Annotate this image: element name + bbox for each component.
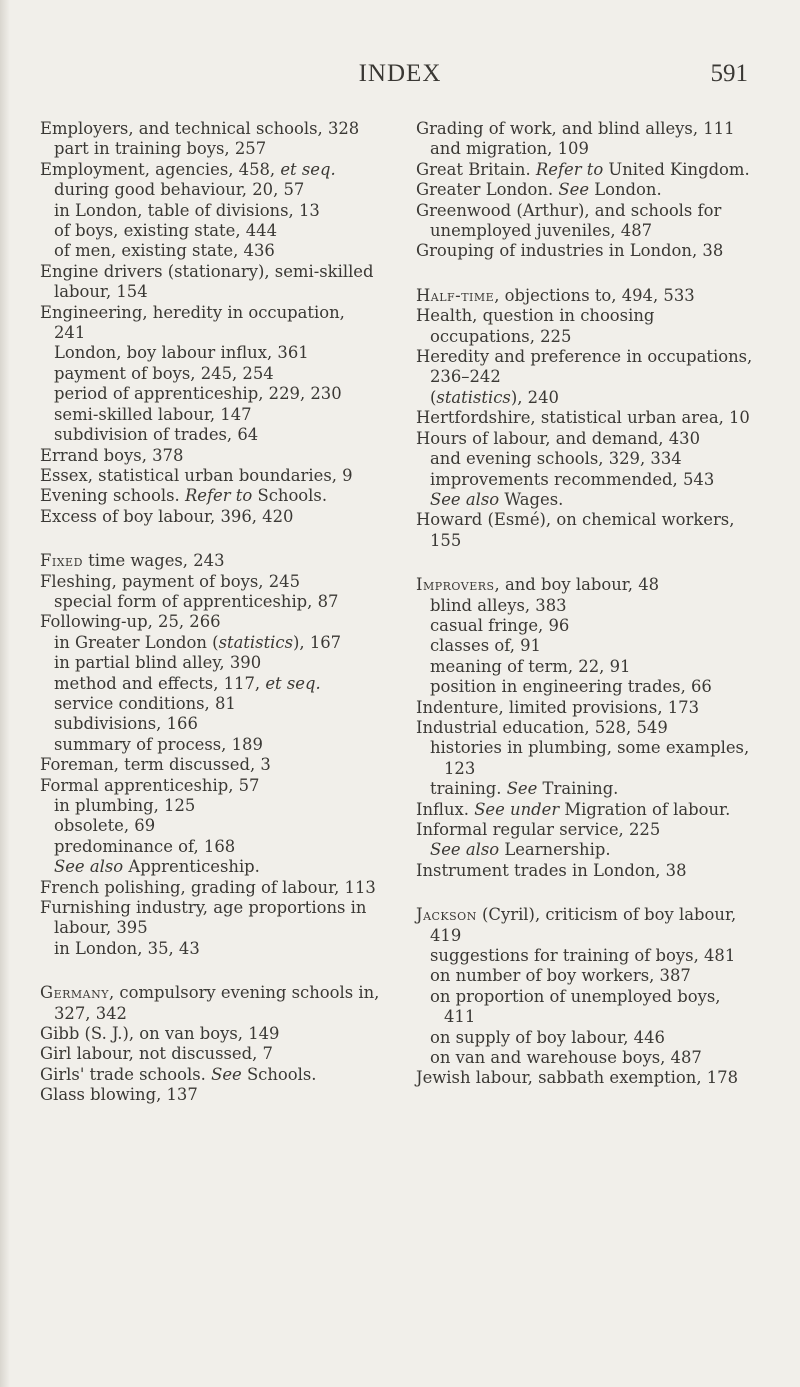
index-subentry [416, 449, 756, 469]
index-entry [40, 755, 380, 775]
index-subentry [40, 694, 380, 714]
index-text: See under [474, 799, 560, 819]
index-text: Excess of boy labour, 396, 420 [40, 506, 294, 526]
index-subentry [40, 425, 380, 445]
page-number: 591 [710, 60, 748, 87]
index-text: London. [589, 180, 662, 200]
index-text: Refer to [184, 486, 253, 506]
index-text: Learnership. [499, 840, 611, 860]
index-text: Heredity and preference in occupations, 236–242 [416, 347, 753, 387]
index-entry [416, 119, 756, 139]
index-text: time wages, 243 [82, 551, 225, 571]
index-text: on number of boy workers, 387 [430, 966, 691, 986]
index-text: See also [430, 840, 500, 860]
index-text: Fleshing, payment of boys, 245 [40, 571, 300, 591]
index-text: Indenture, limited provisions, 173 [416, 697, 700, 717]
index-text: on proportion of unemployed boys, 411 [430, 986, 721, 1027]
index-entry [40, 612, 380, 632]
index-text: obsolete, 69 [54, 816, 156, 836]
index-text: statistics [436, 387, 511, 407]
index-entry [40, 1024, 380, 1044]
index-subentry [416, 596, 756, 616]
index-text: predominance of, 168 [54, 836, 236, 856]
index-entry [40, 1044, 380, 1064]
index-subentry [40, 837, 380, 857]
index-text: Grouping of industries in London, 38 [416, 241, 724, 261]
index-text: classes of, 91 [430, 636, 541, 656]
index-text: statistics [218, 632, 294, 652]
index-entry [40, 878, 380, 898]
index-subentry [40, 735, 380, 755]
index-text: method and effects, 117, [54, 673, 266, 693]
index-entry [416, 347, 756, 388]
index-subentry [40, 180, 380, 200]
index-subentry [40, 241, 380, 261]
index-text: payment of boys, 245, 254 [54, 363, 274, 383]
index-entry [40, 303, 380, 344]
index-text: Grading of work, and blind alleys, 111 [416, 119, 735, 138]
index-subentry [40, 364, 380, 384]
index-text: Hours of labour, and demand, 430 [416, 428, 700, 448]
index-text: See [211, 1064, 242, 1084]
index-subentry [40, 674, 380, 694]
index-text: Formal apprenticeship, 57 [40, 775, 260, 795]
index-text: Apprenticeship. [123, 857, 260, 877]
index-text: (Cyril), criticism of boy labour, 419 [430, 905, 737, 945]
index-text: in plumbing, 125 [54, 796, 196, 815]
index-text: Training. [537, 779, 619, 799]
index-text: casual fringe, 96 [430, 615, 570, 635]
index-text: Improvers [416, 575, 495, 595]
index-text: and migration, 109 [430, 139, 589, 159]
index-subentry [416, 946, 756, 966]
index-entry [40, 572, 380, 592]
index-subentry [416, 966, 756, 986]
index-text: training. [430, 779, 507, 799]
index-entry [416, 1068, 756, 1088]
index-subentry [416, 616, 756, 636]
index-text: See also [430, 489, 500, 509]
index-text: subdivisions, 166 [54, 714, 198, 734]
index-entry [40, 446, 380, 466]
page-binding-edge [0, 0, 10, 1387]
index-text: Errand boys, 378 [40, 445, 184, 465]
index-subentry [416, 388, 756, 408]
index-text: of men, existing state, 436 [54, 241, 275, 261]
index-text: Fixed [40, 551, 83, 571]
index-subentry [416, 657, 756, 677]
index-text: , compulsory evening schools in, 327, 342 [54, 983, 380, 1023]
page-title: INDEX [358, 60, 442, 87]
index-text: Schools. [241, 1064, 317, 1084]
index-entry [416, 510, 756, 551]
index-text: Evening schools. [40, 486, 185, 506]
index-text: during good behaviour, 20, 57 [54, 180, 305, 200]
index-subentry [40, 816, 380, 836]
index-text: Foreman, term discussed, 3 [40, 755, 271, 775]
index-text: Half-time [416, 285, 495, 305]
index-text: period of apprenticeship, 229, 230 [54, 384, 342, 404]
index-text: See [506, 779, 538, 799]
index-text: Greenwood (Arthur), and schools for unemployed juveniles, 487 [416, 200, 722, 241]
index-text: Howard (Esmé), on chemical workers, 155 [416, 510, 735, 550]
index-column-right [416, 119, 756, 1089]
index-text: summary of process, 189 [54, 734, 263, 754]
index-subentry [416, 490, 756, 510]
index-subentry [416, 677, 756, 697]
index-subentry [40, 405, 380, 425]
index-text: Employers, and technical schools, 328 [40, 119, 360, 138]
index-entry [40, 262, 380, 303]
index-text: part in training boys, 257 [54, 139, 267, 159]
index-entry [416, 160, 756, 180]
index-subentry [416, 779, 756, 799]
index-text: Following-up, 25, 266 [40, 612, 221, 632]
index-text: Girls' trade schools. [40, 1064, 212, 1084]
index-text: on van and warehouse boys, 487 [430, 1048, 702, 1068]
index-subentry [416, 987, 756, 1028]
index-subentry [416, 840, 756, 860]
index-text: Migration of labour. [559, 799, 731, 819]
index-text: Engineering, heredity in occupation, 241 [40, 302, 345, 343]
index-entry [416, 718, 756, 738]
index-text: improvements recommended, 543 [430, 469, 715, 489]
index-entry [416, 698, 756, 718]
index-text: histories in plumbing, some examples, 123 [430, 738, 750, 778]
index-subentry [40, 857, 380, 877]
index-subentry [416, 1048, 756, 1068]
index-subentry [416, 470, 756, 490]
index-entry [416, 861, 756, 881]
index-entry [416, 820, 756, 840]
index-text: suggestions for training of boys, 481 [430, 946, 736, 966]
index-text: Furnishing industry, age proportions in labour, 395 [40, 898, 367, 938]
index-text: Great Britain. [416, 159, 536, 179]
index-entry [416, 429, 756, 449]
index-subentry [416, 139, 756, 159]
index-subentry [40, 592, 380, 612]
index-entry [416, 575, 756, 595]
index-text: ), 167 [293, 632, 342, 652]
index-entry [416, 408, 756, 428]
index-text: ( [430, 387, 437, 407]
index-text: Gibb (S. J.), on van boys, 149 [40, 1024, 280, 1044]
index-text: meaning of term, 22, 91 [430, 656, 631, 676]
index-text: on supply of boy labour, 446 [430, 1027, 665, 1047]
index-entry [416, 306, 756, 347]
index-entry [40, 119, 380, 139]
index-text: See [558, 180, 590, 200]
index-subentry [40, 384, 380, 404]
index-text: Wages. [499, 489, 564, 509]
index-text: blind alleys, 383 [430, 595, 567, 615]
index-text: See also [54, 857, 124, 877]
index-column-left [40, 119, 380, 1106]
index-text: Jackson [416, 905, 477, 925]
index-text: et seq. [265, 673, 321, 693]
index-text: Instrument trades in London, 38 [416, 860, 687, 880]
index-entry [40, 1065, 380, 1085]
index-text: Hertfordshire, statistical urban area, 10 [416, 408, 750, 428]
index-entry [416, 905, 756, 946]
index-entry [416, 800, 756, 820]
index-text: special form of apprenticeship, 87 [54, 591, 339, 611]
index-entry [416, 201, 756, 242]
index-entry [40, 1085, 380, 1105]
index-text: Schools. [252, 486, 328, 506]
index-subentry [40, 221, 380, 241]
index-text: United Kingdom. [603, 159, 750, 179]
index-subentry [40, 714, 380, 734]
index-subentry [40, 201, 380, 221]
index-text: and evening schools, 329, 334 [430, 449, 682, 469]
index-entry [416, 180, 756, 200]
index-text: position in engineering trades, 66 [430, 677, 712, 697]
index-text: Engine drivers (stationary), semi-skilled labour, 154 [40, 261, 374, 302]
index-entry [40, 466, 380, 486]
index-subentry [40, 653, 380, 673]
index-text: service conditions, 81 [54, 693, 236, 713]
index-entry [40, 486, 380, 506]
index-text: London, boy labour influx, 361 [54, 343, 309, 363]
index-entry [40, 898, 380, 939]
index-text: , and boy labour, 48 [494, 575, 660, 595]
index-subentry [416, 1028, 756, 1048]
index-entry [40, 551, 380, 571]
index-text: Germany [40, 983, 109, 1003]
index-text: in London, table of divisions, 13 [54, 200, 320, 220]
index-text: Influx. [416, 799, 475, 819]
index-entry [416, 286, 756, 306]
index-text: Refer to [535, 159, 604, 179]
index-text: in London, 35, 43 [54, 938, 200, 958]
index-text: ), 240 [510, 387, 559, 407]
index-text: , objections to, 494, 533 [494, 285, 695, 305]
index-subentry [40, 939, 380, 959]
index-text: French polishing, grading of labour, 113 [40, 877, 376, 897]
index-text: Informal regular service, 225 [416, 820, 661, 839]
index-text: of boys, existing state, 444 [54, 221, 278, 241]
index-text: Health, question in choosing occupations, 225 [416, 306, 655, 346]
index-text: semi-skilled labour, 147 [54, 404, 252, 424]
index-text: Greater London. [416, 180, 559, 200]
index-entry [40, 776, 380, 796]
index-text: Essex, statistical urban boundaries, 9 [40, 465, 353, 485]
index-entry [40, 507, 380, 527]
running-head [30, 60, 770, 100]
index-subentry [40, 343, 380, 363]
index-subentry [40, 796, 380, 816]
index-text: Glass blowing, 137 [40, 1085, 198, 1105]
index-text: Industrial education, 528, 549 [416, 717, 668, 737]
index-subentry [416, 738, 756, 779]
index-subentry [416, 636, 756, 656]
index-text: in partial blind alley, 390 [54, 653, 262, 673]
index-entry [40, 983, 380, 1024]
index-text: et seq. [280, 159, 336, 179]
index-text: in Greater London ( [54, 632, 219, 652]
index-entry [40, 160, 380, 180]
index-subentry [40, 139, 380, 159]
index-text: Girl labour, not discussed, 7 [40, 1044, 273, 1064]
index-text: subdivision of trades, 64 [54, 425, 259, 445]
index-entry [416, 241, 756, 261]
index-text: Jewish labour, sabbath exemption, 178 [416, 1068, 739, 1088]
index-subentry [40, 633, 380, 653]
index-text: Employment, agencies, 458, [40, 159, 281, 179]
